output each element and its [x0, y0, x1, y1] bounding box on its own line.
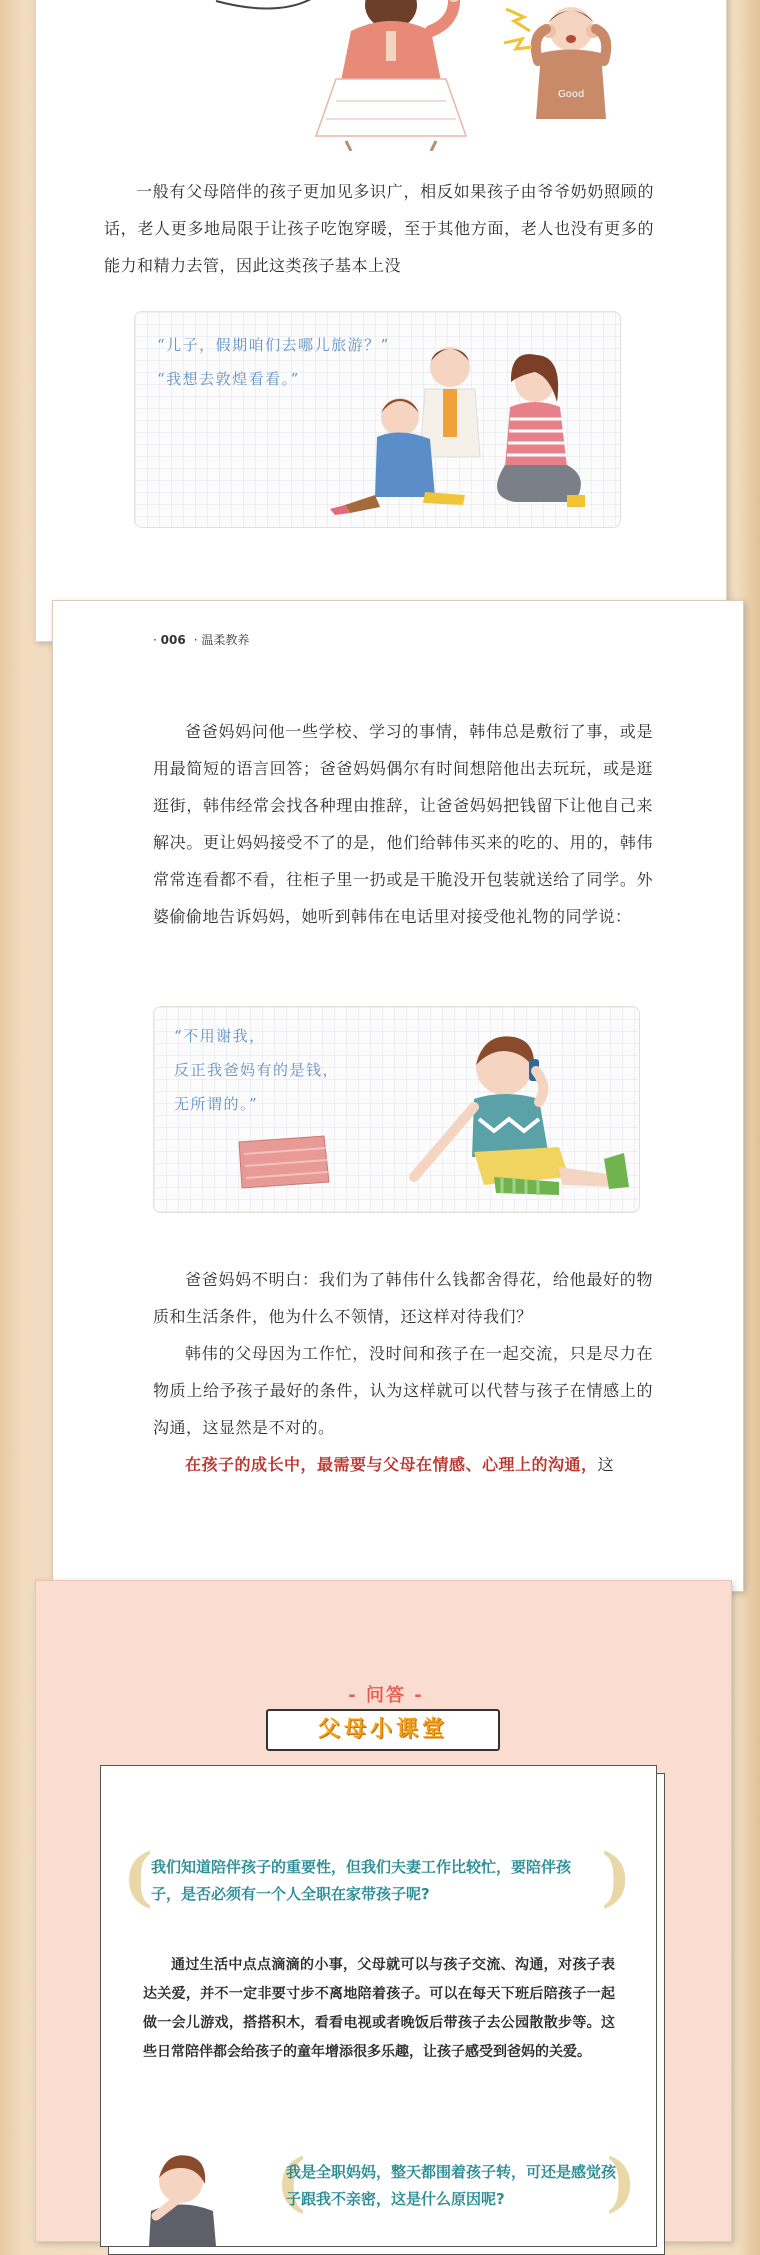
left-bracket: ( [276, 2145, 307, 2220]
body-paragraph [153, 1446, 653, 1483]
answer-text: 通过生活中点点滴滴的小事，父母就可以与孩子交流、沟通，对孩子表达关爱，并不一定非要寸步不离地陪着孩子。可以在每天下班后陪孩子一起做一会儿游戏，搭搭积木，看看电视或者晚饭后带孩子去公园散散步等。这些日常陪伴都会给孩子的童年增添很多乐趣，让孩子感受到爸妈的关爱。 [143, 1957, 615, 2060]
dialogue-card [134, 311, 621, 528]
dialogue-card [153, 1006, 640, 1213]
book-page-middle [52, 600, 744, 1592]
svg-text:Good: Good [558, 89, 585, 100]
quote-line: 反正我爸妈有的是钱， [174, 1061, 340, 1079]
question-text: 我们知道陪伴孩子的重要性，但我们夫妻工作比较忙，要陪伴孩子，是否必须有一个人全职在家带孩子呢? [151, 1858, 572, 1903]
boy-on-phone-illustration [324, 1027, 634, 1212]
qa-section [35, 1580, 732, 2242]
body-paragraph: 一般有父母陪伴的孩子更加见多识广，相反如果孩子由爷爷奶奶照顾的话，老人更多地局限于让孩子吃饱穿暖，至于其他方面，老人也没有更多的能力和精力去管，因此这类孩子基本上没 [104, 182, 654, 275]
right-bracket: ) [606, 2145, 637, 2220]
mother-child-illustration [186, 0, 646, 151]
dialogue-quote [174, 1019, 339, 1121]
page-header: · 006 · 温柔教养 [153, 633, 250, 647]
page-number: 006 [160, 633, 186, 647]
highlight-text: 在孩子的成长中，最需要与父母在情感、心理上的沟通， [185, 1455, 598, 1474]
quote-line: “不用谢我， [174, 1027, 266, 1045]
quote-line: “儿子，假期咱们去哪儿旅游？” [157, 336, 390, 354]
body-paragraph: 爸爸妈妈不明白：我们为了韩伟什么钱都舍得花，给他最好的物质和生活条件，他为什么不领情，还这样对待我们？ [153, 1270, 653, 1326]
body-paragraph: 韩伟的父母因为工作忙，没时间和孩子在一起交流，只是尽力在物质上给予孩子最好的条件，认为这样就可以代替与孩子在情感上的沟通，这显然是不对的。 [153, 1344, 653, 1437]
body-text: 这 [597, 1455, 615, 1474]
book-page-top [35, 0, 727, 642]
left-bracket: ( [123, 1840, 154, 1915]
qa-banner: 父母小课堂 [266, 1709, 500, 1751]
gift-box-illustration [234, 1132, 334, 1192]
right-bracket: ) [601, 1840, 632, 1915]
qa-tag: - 问答 - [348, 1685, 424, 1706]
family-illustration [305, 327, 605, 522]
quote-line: 无所谓的。” [174, 1095, 259, 1113]
quote-line: “我想去敦煌看看。” [157, 370, 300, 388]
section-title: 温柔教养 [201, 633, 250, 647]
qa-card [100, 1765, 657, 2247]
body-paragraph: 爸爸妈妈问他一些学校、学习的事情，韩伟总是敷衍了事，或是用最简短的语言回答；爸爸妈妈偶尔有时间想陪他出去玩玩，或是逛逛街，韩伟经常会找各种理由推辞，让爸爸妈妈把钱留下让他自己来解决。更让妈妈接受不了的是，他们给韩伟买来的吃的、用的，韩伟常常连看都不看，往柜子里一扔或是干脆没开包装就送给了同学。外婆偷偷地告诉妈妈，她听到韩伟在电话里对接受他礼物的同学说： [153, 722, 653, 926]
boy-illustration [121, 2146, 231, 2246]
question-text: 我是全职妈妈，整天都围着孩子转，可还是感觉孩子跟我不亲密，这是什么原因呢? [286, 2163, 617, 2208]
